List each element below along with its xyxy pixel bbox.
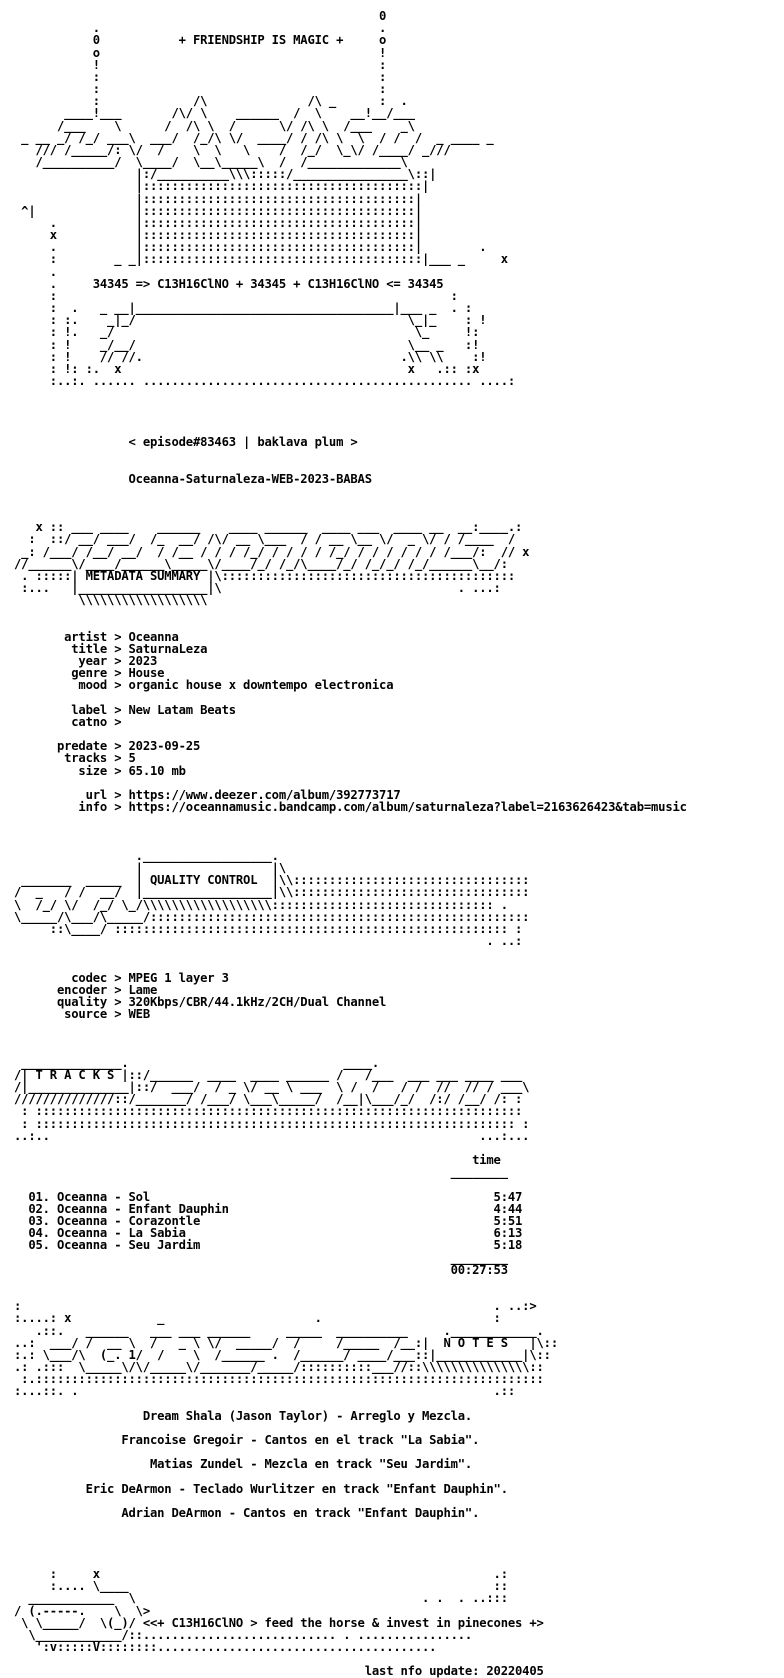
nfo-line: _: /___/ /__/ __/ / /__ / / / /_/ / / / / /_/ / / / / / / /___/: // x [14, 544, 530, 559]
nfo-line: ':v:::::V::::::::....................................... [14, 1640, 437, 1655]
nfo-line: ____!___ /\/ \ ______ / \ __!__/___ [14, 106, 415, 121]
nfo-line [14, 460, 774, 472]
nfo-line: ________ [14, 1250, 508, 1265]
nfo-line: .__________________. [14, 848, 279, 863]
nfo-line [14, 1398, 774, 1410]
nfo-line: ::\____/ ::::::::::::::::::::::::::::::::::::::::::::::::::::::: : [14, 921, 523, 936]
nfo-line: 00:27:53 [14, 1262, 508, 1277]
nfo-line [14, 387, 774, 399]
nfo-line [14, 813, 774, 825]
nfo-line: : : [14, 288, 458, 303]
nfo-line: predate > 2023-09-25 [14, 739, 201, 754]
nfo-line: ____________ \ . . . ..::: [14, 1591, 508, 1606]
nfo-line [14, 619, 774, 631]
nfo-line: \____________/::........................... . ................ [14, 1627, 473, 1642]
nfo-line: Adrian DeArmon - Cantos en track "Enfant Dauphin". [14, 1506, 480, 1521]
nfo-line: : !: :. x x .:: :x [14, 361, 480, 376]
nfo-line: . . [14, 21, 387, 36]
nfo-line: 03. Oceanna - Corazontle 5:51 [14, 1214, 523, 1229]
nfo-line: : :::::::::::::::::::::::::::::::::::::::::::::::::::::::::::::::::::: [14, 1104, 523, 1119]
nfo-line [14, 947, 774, 959]
nfo-line: : . _ __|____________________________________|___ _ . : [14, 301, 473, 316]
nfo-line: info > https://oceannamusic.bandcamp.com/album/saturnaleza?label=2163626423&tab=music [14, 800, 687, 815]
nfo-line: quality > 320Kbps/CBR/44.1kHz/2CH/Dual Channel [14, 994, 387, 1009]
nfo-line: 05. Oceanna - Seu Jardim 5:18 [14, 1238, 523, 1253]
nfo-line: : !. _/ \_ !: [14, 325, 480, 340]
nfo-line: catno > [14, 714, 122, 729]
nfo-line: : : [14, 82, 387, 97]
nfo-line [14, 1179, 774, 1191]
nfo-line: /__________/ \____/ \__\_____\ / /_____________\ [14, 155, 408, 170]
nfo-line: size > 65.10 mb [14, 763, 186, 778]
nfo-line [14, 606, 774, 618]
nfo-line [14, 1020, 774, 1032]
nfo-line: //______\/____/______\_____\/____/_/ /_/\____/_/ /_/_/ /_/______\__/: [14, 556, 508, 571]
nfo-line: :..:. ...... .............................................. ....: [14, 374, 516, 389]
nfo-line: : /\ /\ _ : . [14, 94, 408, 109]
nfo-line: | |\ [14, 861, 286, 876]
nfo-line [14, 1471, 774, 1483]
nfo-line [14, 1544, 774, 1556]
nfo-line: . ..: [14, 934, 523, 949]
nfo-line: : . ..:> [14, 1299, 537, 1314]
nfo-line [14, 692, 774, 704]
nfo-line: : :. _|_/ \_|_ : ! [14, 313, 487, 328]
nfo-line: genre > House [14, 666, 165, 681]
nfo-line: x |::::::::::::::::::::::::::::::::::::::| [14, 228, 422, 243]
nfo-line [14, 497, 774, 509]
nfo-line: : _ _|:::::::::::::::::::::::::::::::::::::::|___ _ x [14, 252, 508, 267]
nfo-line: Oceanna-Saturnaleza-WEB-2023-BABAS [14, 471, 372, 486]
nfo-line [14, 1045, 774, 1057]
nfo-line: title > SaturnaLeza [14, 641, 208, 656]
nfo-line: ________ [14, 1165, 508, 1180]
nfo-line: ^| |::::::::::::::::::::::::::::::::::::::| [14, 203, 422, 218]
nfo-line: / _ / / __/ |__________________|\\::::::::::::::::::::::::::::::::: [14, 885, 530, 900]
nfo-line: /// /_____/: \/ / \ \ \ / /_/ \_\/ /____/ _/// [14, 142, 451, 157]
nfo-line: ! : [14, 57, 387, 72]
nfo-line: < episode#83463 | baklava plum > [14, 435, 358, 450]
nfo-line: \ \_____/ \(_)/ <<+ C13H16ClNO > feed the horse & invest in pinecones +> [14, 1615, 544, 1630]
nfo-line: _______ _____ | QUALITY CONTROL |\\::::::::::::::::::::::::::::::::: [14, 873, 530, 888]
nfo-line: 01. Oceanna - Sol 5:47 [14, 1189, 523, 1204]
nfo-line: :.... \____ :: [14, 1579, 508, 1594]
nfo-line: Francoise Gregoir - Cantos en el track "La Sabia". [14, 1433, 480, 1448]
nfo-line: : ::/ __/ ___/ /_ __/ /\/ __ \___ / / __ \__ \/ _ \/ / /____ / [14, 532, 516, 547]
nfo-line: 04. Oceanna - La Sabia 6:13 [14, 1226, 523, 1241]
nfo-line: :.::::::::::::::::::::::::::::::::::::::::::::::::::::::::::::::::::::::: [14, 1372, 544, 1387]
nfo-line: Matias Zundel - Mezcla en track "Seu Jardim". [14, 1457, 473, 1472]
nfo-line: |:/__________\\\:::::/________________\::| [14, 167, 437, 182]
nfo-line: url > https://www.deezer.com/album/392773717 [14, 788, 401, 802]
nfo-line: \\\\\\\\\\\\\\\\\\ [14, 593, 208, 608]
nfo-line [14, 1519, 774, 1531]
nfo-line: : x .: [14, 1567, 508, 1581]
nfo-line: _ __ _/ /_/ ___\ ___/ /_/\ \/ ____/ / /\ \ \ / / / _ ____ _ [14, 130, 494, 145]
nfo-line: .: .::: \_____\/\/_____\/_______/_____/::::::::::___//::\\\\\\\\\\\\\\\:: [14, 1360, 544, 1375]
nfo-line: 0 [14, 9, 387, 23]
nfo-line: :...::. . .:: [14, 1384, 516, 1399]
nfo-line: :....: x _ . : [14, 1311, 501, 1326]
nfo-line: /___ \ / /\ \ / \/ /\ \ /___ _\ [14, 118, 415, 133]
nfo-line: : ! // //. .\\ \\ :! [14, 349, 487, 364]
nfo-line: /|______________|::/ ___/ / _ \/ __ \ ___ \ / / / / // // / ___\ [14, 1080, 530, 1095]
nfo-line: . :::::| METADATA SUMMARY |\::::::::::::::::::::::::::::::::::::::::: [14, 568, 516, 583]
nfo-line: ..:.. ...:... [14, 1128, 530, 1143]
nfo-line: \_____/\___/\_____/::::::::::::::::::::::::::::::::::::::::::::::::::::: [14, 909, 530, 924]
nfo-line [14, 1653, 774, 1665]
nfo-line: year > 2023 [14, 654, 158, 669]
nfo-line: :... |__________________|\ . ...: [14, 581, 501, 596]
nfo-document [14, 10, 774, 1678]
nfo-line: tracks > 5 [14, 751, 136, 766]
nfo-line [14, 448, 774, 460]
nfo-line: /| T R A C K S |::/______ ____ ____ ______ / /___ ___ ___ ____ ___ [14, 1067, 523, 1082]
nfo-line: x :: ___ ____ ______ ____ ______ ____ ___ ____ __ __:____.: [14, 520, 523, 535]
nfo-line: mood > organic house x downtempo electronica [14, 678, 394, 693]
nfo-line: last nfo update: 20220405 [14, 1664, 544, 1678]
nfo-line: |:::::::::::::::::::::::::::::::::::::::| [14, 179, 430, 194]
nfo-line: artist > Oceanna [14, 629, 179, 644]
nfo-line [14, 1531, 774, 1543]
nfo-line: . |::::::::::::::::::::::::::::::::::::::| . [14, 240, 487, 255]
nfo-line: ..: ___/ / __ \ / _ \ \/ _____/ / /_____ /__:| N O T E S |\:: [14, 1335, 558, 1350]
nfo-line: :.: \___/\ (_. 1/ / \ /______ . /______/ ____/___::|____________|\:: [14, 1347, 551, 1362]
nfo-line: \ /_/ \/ /_/ \_/\\\\\\\\\\\\\\\\\\::::::::::::::::::::::::::::::: . [14, 897, 508, 912]
nfo-line: source > WEB [14, 1007, 150, 1022]
nfo-line: o ! [14, 45, 387, 60]
nfo-line [14, 412, 774, 424]
nfo-line [14, 1032, 774, 1044]
nfo-line: . [14, 264, 57, 279]
nfo-line: Dream Shala (Jason Taylor) - Arreglo y Mezcla. [14, 1408, 473, 1423]
nfo-line: : : [14, 69, 387, 84]
nfo-line: 02. Oceanna - Enfant Dauphin 4:44 [14, 1201, 523, 1216]
nfo-line: .::. ______ ___ ___ ______ _____ __________ .____________. [14, 1323, 544, 1338]
nfo-line [14, 485, 774, 497]
nfo-line [14, 959, 774, 971]
nfo-line: //////////////::/_______/ /___/ \___\_____/ /__|\___/_/ /:/ /__/ /: : [14, 1092, 523, 1107]
nfo-line: label > New Latam Beats [14, 702, 236, 717]
nfo-line [14, 826, 774, 838]
nfo-line: : ! _/__/ \__ _ :! [14, 337, 480, 352]
nfo-line: ______________. ____. [14, 1055, 380, 1070]
nfo-line: codec > MPEG 1 layer 3 [14, 970, 229, 985]
nfo-line: : ::::::::::::::::::::::::::::::::::::::::::::::::::::::::::::::::::: : [14, 1116, 530, 1131]
nfo-line: Eric DeArmon - Teclado Wurlitzer en track "Enfant Dauphin". [14, 1481, 508, 1496]
nfo-line: encoder > Lame [14, 982, 158, 997]
nfo-line: . |::::::::::::::::::::::::::::::::::::::| [14, 215, 422, 230]
nfo-line: 0 + FRIENDSHIP IS MAGIC + o [14, 33, 387, 48]
nfo-line: . 34345 => C13H16ClNO + 34345 + C13H16ClNO <= 34345 [14, 276, 444, 291]
nfo-line: |::::::::::::::::::::::::::::::::::::::| [14, 191, 422, 206]
nfo-line: / (.-----. \ \> [14, 1603, 150, 1618]
nfo-line: time [14, 1153, 501, 1168]
nfo-line [14, 400, 774, 412]
nfo-line [14, 1276, 774, 1288]
